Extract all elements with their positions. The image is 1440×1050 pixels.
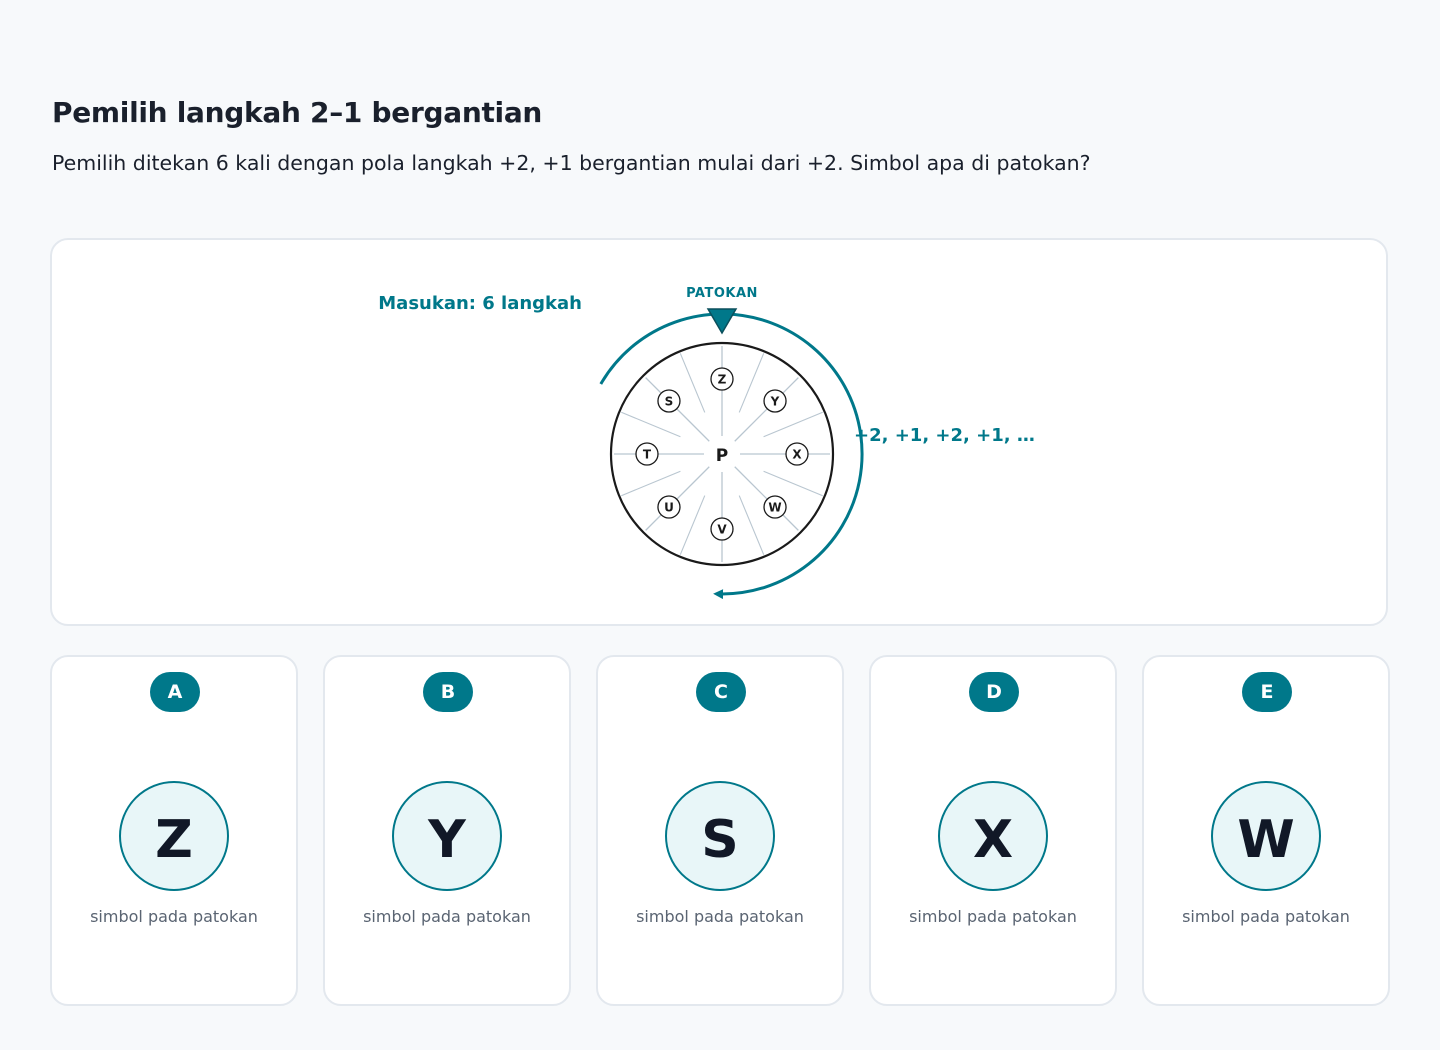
dial-divider [739,353,763,412]
page-title: Pemilih langkah 2–1 bergantian [52,96,543,129]
dial-divider [680,496,704,555]
input-label: Masukan: 6 langkah [378,293,582,314]
option-card-d[interactable] [869,655,1117,1006]
pointer-label: PATOKAN [686,286,758,301]
dial-symbol-label: W [768,500,782,515]
dial-divider [621,412,680,436]
dial-spoke [646,378,710,442]
dial-diagram [52,240,1390,628]
dial-symbol-label: V [717,522,727,537]
option-symbol: Z [119,781,229,891]
option-card-b[interactable] [323,655,571,1006]
dial-symbol-label: Z [717,372,727,387]
option-card-e[interactable] [1142,655,1390,1006]
option-caption: simbol pada patokan [1182,907,1350,926]
option-symbol: W [1211,781,1321,891]
option-letter-badge: E [1242,672,1292,712]
dial-spoke [646,467,710,531]
dial-divider [739,496,763,555]
dial-symbol-label: S [664,394,674,409]
dial-divider [621,471,680,495]
option-card-c[interactable] [596,655,844,1006]
dial-symbol-label: T [642,447,652,462]
question-text: Pemilih ditekan 6 kali dengan pola langkah +2, +1 bergantian mulai dari +2. Simbol apa di patokan? [52,151,1091,175]
option-card-a[interactable] [50,655,298,1006]
dial-spoke [735,467,799,531]
dial-center-label: P [715,446,729,466]
dial-divider [764,412,823,436]
pattern-label: +2, +1, +2, +1, … [854,425,1035,446]
option-caption: simbol pada patokan [363,907,531,926]
option-letter-badge: B [423,672,473,712]
diagram-card [50,238,1388,626]
option-letter-badge: D [969,672,1019,712]
option-symbol: X [938,781,1048,891]
dial-symbol-label: Y [770,394,780,409]
option-caption: simbol pada patokan [909,907,1077,926]
option-caption: simbol pada patokan [90,907,258,926]
option-letter-badge: A [150,672,200,712]
dial-divider [764,471,823,495]
pointer-icon [708,309,736,333]
option-symbol: S [665,781,775,891]
dial-divider [680,353,704,412]
option-caption: simbol pada patokan [636,907,804,926]
dial-symbol-label: U [664,500,674,515]
dial-spoke [735,378,799,442]
dial-symbol-label: X [792,447,802,462]
option-symbol: Y [392,781,502,891]
option-letter-badge: C [696,672,746,712]
